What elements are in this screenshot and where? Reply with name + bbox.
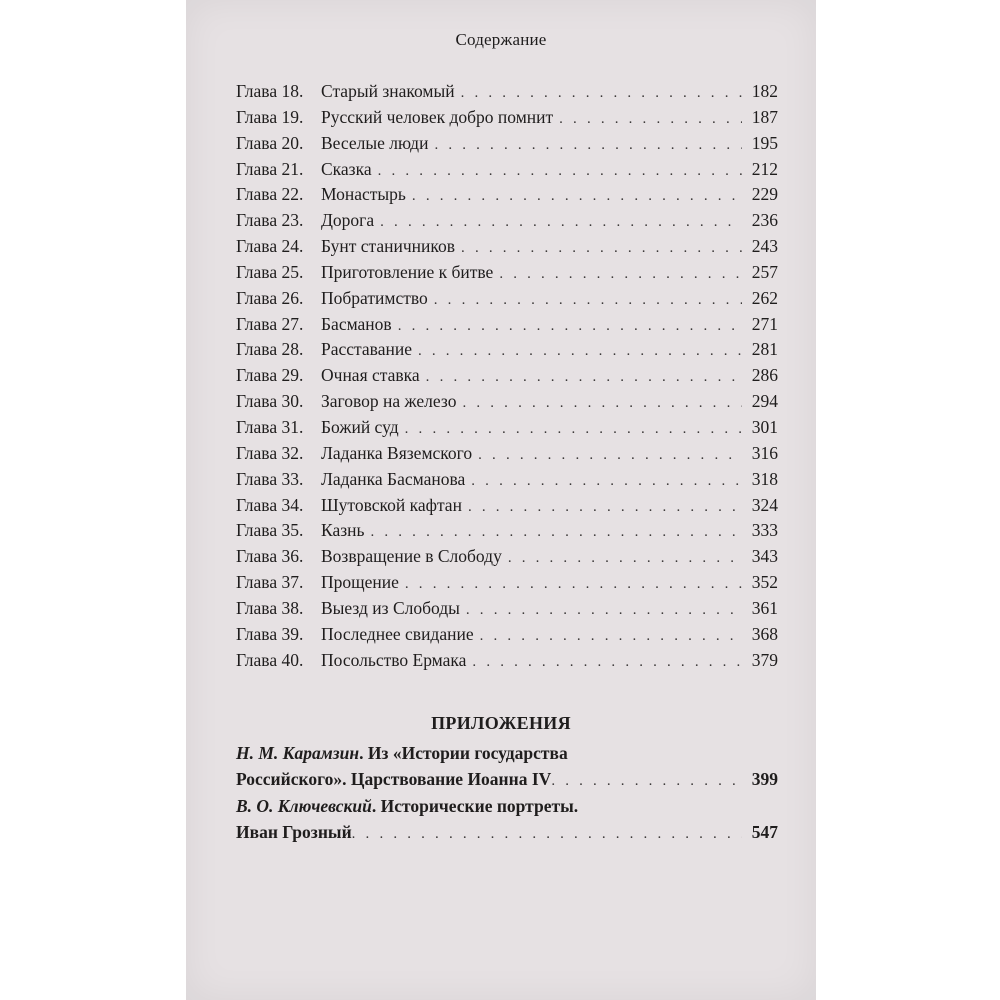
- toc-row: [236, 337, 778, 363]
- dot-leader: [551, 768, 742, 794]
- toc-row: [236, 105, 778, 131]
- appendix-title-part2: Иван Грозный: [236, 822, 352, 842]
- dot-leader: [434, 288, 742, 314]
- chapter-title: Сказка: [321, 158, 372, 179]
- chapter-page-number: 343: [751, 546, 778, 567]
- appendix-item-karamzin: [236, 740, 778, 792]
- chapter-number: Глава 19.: [236, 106, 304, 127]
- chapter-title: Приготовление к битве: [321, 261, 494, 282]
- chapter-number: Глава 25.: [236, 261, 304, 282]
- dot-leader: [499, 262, 742, 288]
- dot-leader: [398, 314, 742, 340]
- chapter-title: Выезд из Слободы: [321, 597, 460, 618]
- chapter-title: Монастырь: [321, 184, 406, 205]
- chapter-title: Расставание: [321, 339, 412, 360]
- appendix-author: Н. М. Карамзин: [236, 743, 360, 763]
- dot-leader: [370, 520, 742, 546]
- chapter-page-number: 236: [751, 210, 778, 231]
- chapter-page-number: 187: [751, 106, 778, 127]
- dot-leader: [378, 159, 742, 185]
- toc-row: [236, 79, 778, 105]
- chapter-page-number: 333: [751, 520, 778, 541]
- dot-leader: [405, 572, 742, 598]
- chapter-page-number: 352: [751, 572, 778, 593]
- dot-leader: [418, 339, 742, 365]
- chapter-number: Глава 34.: [236, 494, 304, 515]
- chapter-page-number: 281: [751, 339, 778, 360]
- dot-leader: [480, 624, 742, 650]
- chapter-page-number: 318: [751, 468, 778, 489]
- chapter-title: Возвращение в Слободу: [321, 546, 502, 567]
- chapter-number: Глава 28.: [236, 339, 304, 360]
- chapter-page-number: 229: [751, 184, 778, 205]
- chapter-page-number: 262: [751, 287, 778, 308]
- toc-row: [236, 415, 778, 441]
- toc-row: [236, 260, 778, 286]
- toc-row: [236, 131, 778, 157]
- chapter-title: Ладанка Вяземского: [321, 442, 473, 463]
- dot-leader: [468, 495, 742, 521]
- toc-row: [236, 544, 778, 570]
- appendix-title-part1: . Исторические портреты.: [371, 796, 579, 816]
- chapter-page-number: 195: [751, 132, 778, 153]
- appendix-item-line2: [236, 819, 778, 845]
- appendix-page-number: 547: [751, 822, 778, 842]
- toc-row: [236, 648, 778, 674]
- chapter-number: Глава 32.: [236, 442, 304, 463]
- chapter-page-number: 182: [751, 81, 778, 101]
- chapter-page-number: 294: [751, 391, 778, 412]
- chapter-number: Глава 37.: [236, 572, 304, 593]
- chapter-number: Глава 38.: [236, 597, 304, 618]
- dot-leader: [471, 469, 742, 495]
- toc-row: [236, 363, 778, 389]
- chapter-title: Дорога: [321, 210, 375, 231]
- chapter-title: Ладанка Басманова: [321, 468, 466, 489]
- appendix-item-line2: [236, 766, 778, 792]
- chapter-number: Глава 20.: [236, 132, 304, 153]
- book-page: [186, 0, 816, 1000]
- chapter-number: Глава 33.: [236, 468, 304, 489]
- appendix-title-part2: Российского». Царствование Иоанна IV: [236, 769, 552, 789]
- chapter-title: Бунт станичников: [321, 236, 456, 257]
- appendix-heading: ПРИЛОЖЕНИЯ: [431, 713, 571, 733]
- dot-leader: [352, 821, 742, 847]
- chapter-title: Побратимство: [321, 287, 428, 308]
- dot-leader: [466, 598, 742, 624]
- chapter-page-number: 324: [751, 494, 778, 515]
- chapter-title: Шутовской кафтан: [321, 494, 462, 515]
- dot-leader: [461, 236, 742, 262]
- chapter-number: Глава 31.: [236, 416, 304, 437]
- chapter-page-number: 271: [751, 313, 778, 334]
- dot-leader: [426, 365, 742, 391]
- chapter-page-number: 212: [751, 158, 778, 179]
- appendix-item-line1: [236, 740, 778, 766]
- dot-leader: [559, 107, 742, 133]
- toc-row: [236, 208, 778, 234]
- toc-row: [236, 441, 778, 467]
- chapter-page-number: 379: [751, 649, 778, 670]
- appendix-author: В. О. Ключевский: [236, 796, 372, 816]
- chapter-title: Казнь: [321, 520, 365, 541]
- chapter-page-number: 301: [751, 416, 778, 437]
- table-of-contents: [236, 79, 778, 673]
- chapter-title: Басманов: [321, 313, 392, 334]
- toc-row: [236, 234, 778, 260]
- chapter-number: Глава 24.: [236, 236, 304, 257]
- chapter-number: Глава 40.: [236, 649, 304, 670]
- chapter-title: Русский человек добро помнит: [321, 106, 554, 127]
- toc-row: [236, 286, 778, 312]
- chapter-title: Старый знакомый: [321, 81, 455, 101]
- toc-row: [236, 596, 778, 622]
- dot-leader: [412, 184, 742, 210]
- page-header: Содержание: [455, 30, 547, 49]
- chapter-number: Глава 23.: [236, 210, 304, 231]
- appendix-page-number: 399: [751, 769, 778, 789]
- chapter-title: Божий суд: [321, 416, 399, 437]
- chapter-title: Последнее свидание: [321, 623, 474, 644]
- chapter-title: Веселые люди: [321, 132, 429, 153]
- chapter-page-number: 316: [751, 442, 778, 463]
- chapter-page-number: 286: [751, 365, 778, 386]
- toc-row: [236, 182, 778, 208]
- dot-leader: [405, 417, 742, 443]
- toc-row: [236, 518, 778, 544]
- chapter-number: Глава 29.: [236, 365, 304, 386]
- dot-leader: [508, 546, 742, 572]
- toc-row: [236, 467, 778, 493]
- dot-leader: [434, 133, 742, 159]
- dot-leader: [380, 210, 742, 236]
- chapter-page-number: 243: [751, 236, 778, 257]
- chapter-number: Глава 21.: [236, 158, 304, 179]
- chapter-page-number: 368: [751, 623, 778, 644]
- toc-row: [236, 312, 778, 338]
- chapter-page-number: 257: [751, 261, 778, 282]
- toc-row: [236, 389, 778, 415]
- toc-row: [236, 493, 778, 519]
- chapter-number: Глава 27.: [236, 313, 304, 334]
- chapter-number: Глава 26.: [236, 287, 304, 308]
- appendix-title-part1: . Из «Истории государства: [359, 743, 568, 763]
- toc-row: [236, 157, 778, 183]
- chapter-number: Глава 22.: [236, 184, 304, 205]
- chapter-number: Глава 30.: [236, 391, 304, 412]
- chapter-page-number: 361: [751, 597, 778, 618]
- chapter-number: Глава 39.: [236, 623, 304, 644]
- chapter-title: Посольство Ермака: [321, 649, 467, 670]
- dot-leader: [478, 443, 742, 469]
- dot-leader: [462, 391, 742, 417]
- toc-row: [236, 570, 778, 596]
- appendix-item-klyuchevsky: [236, 793, 778, 845]
- chapter-title: Заговор на железо: [321, 391, 457, 412]
- chapter-title: Очная ставка: [321, 365, 420, 386]
- appendix-item-line1: [236, 793, 778, 819]
- chapter-number: Глава 35.: [236, 520, 304, 541]
- dot-leader: [461, 81, 742, 107]
- chapter-title: Прощение: [321, 572, 399, 593]
- dot-leader: [472, 650, 742, 676]
- chapter-number: Глава 36.: [236, 546, 304, 567]
- toc-row: [236, 622, 778, 648]
- chapter-number: Глава 18.: [236, 81, 304, 101]
